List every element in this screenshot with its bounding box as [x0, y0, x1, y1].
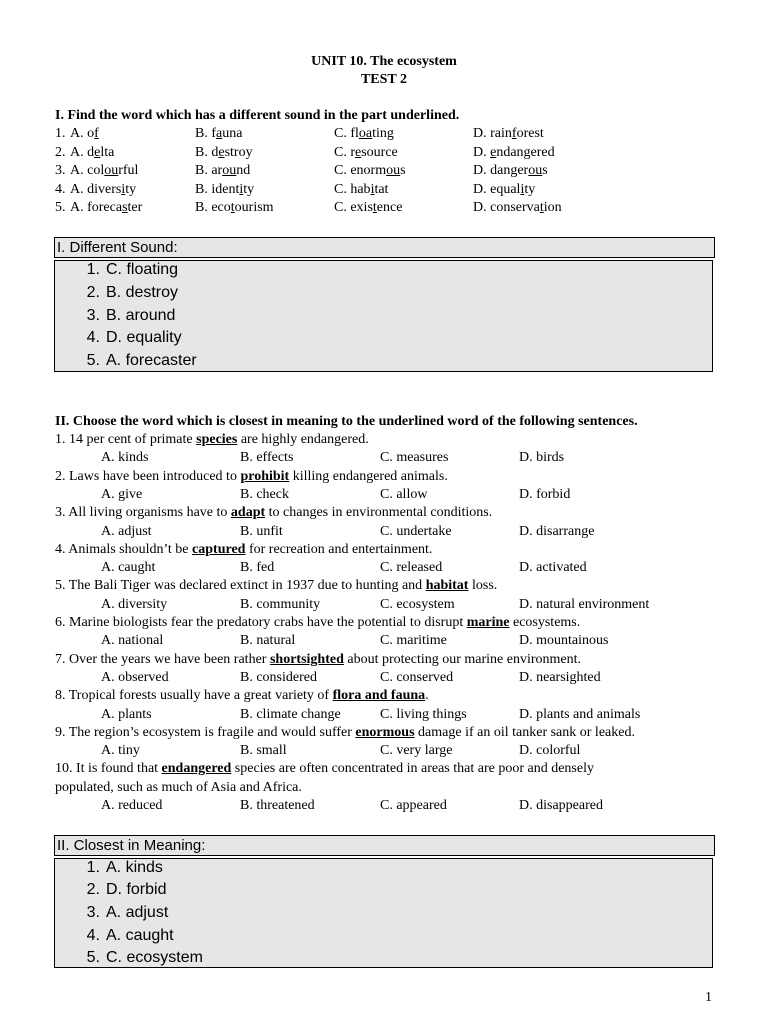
- answer-number: 4.: [86, 329, 100, 346]
- answer-number: 2.: [86, 284, 100, 301]
- underlined-sound: e: [355, 144, 362, 160]
- option-choice: [195, 182, 254, 198]
- option-choice: C. allow: [380, 486, 428, 502]
- underlined-sound: a: [216, 126, 223, 141]
- answer-number: 4.: [86, 927, 100, 944]
- underlined-sound: ou: [222, 163, 237, 178]
- option-choice: [334, 182, 388, 198]
- option-text: C. hab: [334, 181, 371, 197]
- sentence-text: 2. Laws have been introduced to: [55, 468, 241, 484]
- option-text: A. o: [70, 126, 95, 141]
- answer-item: [78, 329, 182, 347]
- option-choice: A. reduced: [101, 798, 163, 813]
- sentence-text: 6. Marine biologists fear the predatory crabs have the potential to disrupt: [55, 615, 467, 630]
- underlined-sound: f: [511, 126, 517, 141]
- option-choice: [473, 182, 535, 198]
- underlined-sound: s: [122, 200, 128, 215]
- option-choice: C. maritime: [380, 633, 447, 649]
- underlined-sound: ou: [386, 163, 401, 178]
- option-text: B. eco: [195, 200, 231, 215]
- answer-number: 3.: [86, 904, 100, 921]
- option-text: rful: [118, 163, 139, 178]
- underlined-keyword: prohibit: [240, 468, 290, 484]
- answer-item: [78, 307, 175, 325]
- answer-text: A. caught: [106, 927, 174, 944]
- option-choice: B. community: [240, 596, 321, 612]
- option-text: D. danger: [473, 163, 529, 178]
- underlined-sound: t: [372, 200, 377, 215]
- option-choice: D. mountainous: [519, 633, 609, 649]
- sentence-text: for recreation and entertainment.: [245, 541, 433, 557]
- option-text: A. d: [70, 144, 95, 160]
- question-number: 5.: [55, 200, 66, 215]
- option-choice: A. plants: [101, 706, 152, 722]
- option-choice: D. birds: [519, 450, 565, 466]
- answer-number: 2.: [86, 881, 100, 898]
- answer-item: [78, 261, 178, 279]
- underlined-sound: f: [94, 126, 99, 141]
- answer-number: 3.: [86, 307, 100, 324]
- answer-box2-title: II. Closest in Meaning:: [54, 835, 715, 856]
- option-text: A. col: [70, 163, 105, 178]
- option-text: ourism: [234, 200, 274, 215]
- page-number: 1: [705, 990, 712, 1005]
- option-text: ter: [127, 200, 143, 215]
- section1-instruction: I. Find the word which has a different sound in the part underlined.: [55, 108, 460, 123]
- option-text: s: [542, 163, 548, 178]
- answer-box2-list: [54, 858, 713, 968]
- question-sentence: [55, 542, 432, 558]
- answer-number: 1.: [86, 261, 100, 278]
- option-choice: [334, 200, 402, 216]
- option-text: ty: [125, 181, 137, 197]
- option-choice: D. natural environment: [519, 596, 650, 612]
- sentence-text: killing endangered animals.: [289, 468, 448, 484]
- sentence-text: ecosystems.: [509, 615, 581, 630]
- answer-text: D. equality: [106, 329, 182, 346]
- sentence-text: 9. The region’s ecosystem is fragile and would suffer: [55, 724, 356, 740]
- option-choice: A. give: [101, 486, 143, 502]
- question-sentence: [55, 615, 580, 631]
- underlined-keyword: flora and fauna: [332, 688, 426, 704]
- question-sentence: [55, 469, 448, 485]
- option-choice: [70, 163, 138, 179]
- question-number: 1.: [55, 126, 66, 141]
- answer-box1-list: [54, 260, 713, 372]
- underlined-sound: t: [230, 200, 235, 215]
- underlined-keyword: shortsighted: [269, 651, 344, 667]
- answer-text: C. ecosystem: [106, 949, 203, 966]
- option-choice: A. adjust: [101, 523, 152, 539]
- option-choice: [195, 126, 242, 142]
- option-choice: A. national: [101, 633, 164, 649]
- option-choice: [473, 126, 544, 142]
- sentence-text: 10. It is found that: [55, 761, 162, 777]
- option-text: C. fl: [334, 126, 359, 141]
- question-sentence: [55, 432, 369, 448]
- option-text: D. equal: [473, 181, 521, 197]
- test-title: TEST 2: [360, 72, 408, 87]
- option-text: ting: [372, 126, 394, 141]
- sentence-text: species are often concentrated in areas that are poor and densely: [231, 761, 594, 777]
- sentence-text: 7. Over the years we have been rather: [55, 651, 270, 667]
- option-choice: C. undertake: [380, 523, 452, 539]
- question-sentence-continued: populated, such as much of Asia and Africa.: [55, 779, 302, 795]
- answer-box1-title: I. Different Sound:: [54, 237, 715, 258]
- sentence-text: 8. Tropical forests usually have a great variety of: [55, 688, 333, 704]
- option-text: tat: [374, 181, 389, 197]
- option-choice: B. check: [240, 486, 289, 502]
- answer-item: [78, 927, 174, 945]
- option-choice: B. unfit: [240, 523, 283, 539]
- sentence-text: 4. Animals shouldn’t be: [55, 541, 193, 557]
- option-text: orest: [516, 126, 544, 141]
- option-choice: B. natural: [240, 633, 296, 649]
- answer-text: B. destroy: [106, 284, 179, 301]
- option-text: s: [400, 163, 406, 178]
- answer-text: A. forecaster: [106, 352, 197, 369]
- option-choice: D. disarrange: [519, 523, 595, 539]
- option-choice: D. plants and animals: [519, 706, 641, 722]
- option-choice: C. ecosystem: [380, 596, 455, 612]
- option-choice: C. conserved: [380, 669, 454, 685]
- option-choice: C. very large: [380, 743, 453, 759]
- underlined-sound: i: [520, 181, 525, 197]
- underlined-keyword: captured: [192, 541, 246, 557]
- underlined-sound: oa: [358, 126, 373, 141]
- sentence-text: damage if an oil tanker sank or leaked.: [414, 724, 635, 740]
- option-text: A. foreca: [70, 200, 123, 215]
- option-choice: D. disappeared: [519, 798, 603, 813]
- answer-item: [78, 949, 203, 967]
- unit-title: UNIT 10. The ecosystem: [311, 54, 457, 69]
- option-text: D. rain: [473, 126, 512, 141]
- option-choice: B. small: [240, 743, 287, 759]
- option-text: C. exis: [334, 200, 373, 215]
- underlined-sound: e: [94, 144, 101, 160]
- underlined-keyword: adapt: [230, 505, 266, 521]
- option-text: stroy: [224, 144, 253, 160]
- answer-item: [78, 859, 163, 877]
- answer-number: 5.: [86, 352, 100, 369]
- option-choice: [70, 182, 136, 198]
- underlined-sound: i: [239, 181, 244, 197]
- option-choice: B. effects: [240, 450, 294, 466]
- option-text: lta: [100, 144, 115, 160]
- answer-item: [78, 352, 197, 370]
- option-text: ty: [243, 181, 255, 197]
- underlined-sound: e: [218, 144, 225, 160]
- option-text: D. conserva: [473, 200, 540, 215]
- option-choice: [473, 145, 555, 161]
- answer-text: A. adjust: [106, 904, 169, 921]
- option-text: ndangered: [496, 144, 555, 160]
- underlined-keyword: species: [196, 432, 238, 447]
- sentence-text: 1. 14 per cent of primate: [55, 432, 197, 447]
- underlined-sound: i: [370, 181, 375, 197]
- option-choice: C. appeared: [380, 798, 447, 813]
- question-sentence: [55, 578, 497, 594]
- sentence-text: are highly endangered.: [237, 432, 369, 447]
- sentence-text: loss.: [468, 578, 498, 594]
- option-choice: B. threatened: [240, 798, 315, 813]
- question-sentence: [55, 505, 492, 521]
- question-sentence: [55, 688, 429, 704]
- option-text: D.: [473, 144, 491, 160]
- option-choice: B. considered: [240, 669, 317, 685]
- option-choice: [473, 200, 562, 216]
- option-text: C. enorm: [334, 163, 387, 178]
- underlined-keyword: marine: [466, 615, 510, 630]
- option-choice: B. climate change: [240, 706, 341, 722]
- underlined-sound: ou: [104, 163, 119, 178]
- option-text: source: [361, 144, 398, 160]
- option-text: B. ident: [195, 181, 240, 197]
- option-choice: [334, 163, 406, 179]
- question-number: 3.: [55, 163, 66, 178]
- option-choice: [473, 163, 548, 179]
- sentence-text: about protecting our marine environment.: [343, 651, 582, 667]
- option-text: nd: [236, 163, 251, 178]
- question-sentence: [55, 761, 594, 777]
- option-choice: [334, 126, 394, 142]
- option-text: B. d: [195, 144, 219, 160]
- answer-text: B. around: [106, 307, 176, 324]
- option-choice: D. colorful: [519, 743, 581, 759]
- underlined-sound: i: [121, 181, 126, 197]
- option-text: C. r: [334, 144, 355, 160]
- sentence-text: to changes in environmental conditions.: [265, 505, 493, 521]
- answer-text: C. floating: [106, 261, 179, 278]
- option-choice: A. tiny: [101, 743, 140, 759]
- underlined-sound: t: [539, 200, 544, 215]
- option-text: B. ar: [195, 163, 223, 178]
- option-choice: D. forbid: [519, 486, 571, 502]
- answer-item: [78, 881, 166, 899]
- option-choice: [195, 145, 253, 161]
- underlined-sound: ou: [528, 163, 543, 178]
- answer-text: D. forbid: [106, 881, 167, 898]
- sentence-text: .: [425, 688, 429, 704]
- option-choice: A. caught: [101, 560, 156, 576]
- question-number: 2.: [55, 144, 66, 160]
- option-choice: [195, 163, 250, 179]
- option-text: una: [222, 126, 243, 141]
- option-choice: C. living things: [380, 706, 467, 722]
- underlined-sound: e: [490, 144, 497, 160]
- answer-text: A. kinds: [106, 859, 163, 876]
- sentence-text: 5. The Bali Tiger was declared extinct in 1937 due to hunting and: [55, 578, 426, 594]
- option-choice: [70, 126, 99, 142]
- option-text: ty: [524, 181, 536, 197]
- underlined-keyword: habitat: [425, 578, 469, 594]
- underlined-keyword: enormous: [355, 724, 415, 740]
- answer-number: 1.: [86, 859, 100, 876]
- question-number: 4.: [55, 181, 66, 197]
- option-text: B. f: [195, 126, 216, 141]
- answer-item: [78, 284, 178, 302]
- option-text: ion: [543, 200, 562, 215]
- option-choice: [70, 145, 114, 161]
- option-choice: A. diversity: [101, 596, 168, 612]
- answer-item: [78, 904, 168, 922]
- option-choice: [334, 145, 398, 161]
- option-choice: C. released: [380, 560, 443, 576]
- option-choice: [70, 200, 142, 216]
- option-choice: C. measures: [380, 450, 449, 466]
- option-choice: B. fed: [240, 560, 275, 576]
- option-choice: A. observed: [101, 669, 169, 685]
- option-choice: [195, 200, 274, 216]
- option-choice: D. activated: [519, 560, 587, 576]
- question-sentence: [55, 725, 635, 741]
- option-choice: D. nearsighted: [519, 669, 601, 685]
- sentence-text: 3. All living organisms have to: [55, 505, 231, 521]
- answer-number: 5.: [86, 949, 100, 966]
- option-choice: A. kinds: [101, 450, 149, 466]
- option-text: A. divers: [70, 181, 122, 197]
- question-sentence: [55, 652, 581, 668]
- option-text: ence: [376, 200, 403, 215]
- underlined-keyword: endangered: [161, 761, 232, 777]
- section2-instruction: II. Choose the word which is closest in meaning to the underlined word of the following sentences.: [55, 414, 638, 429]
